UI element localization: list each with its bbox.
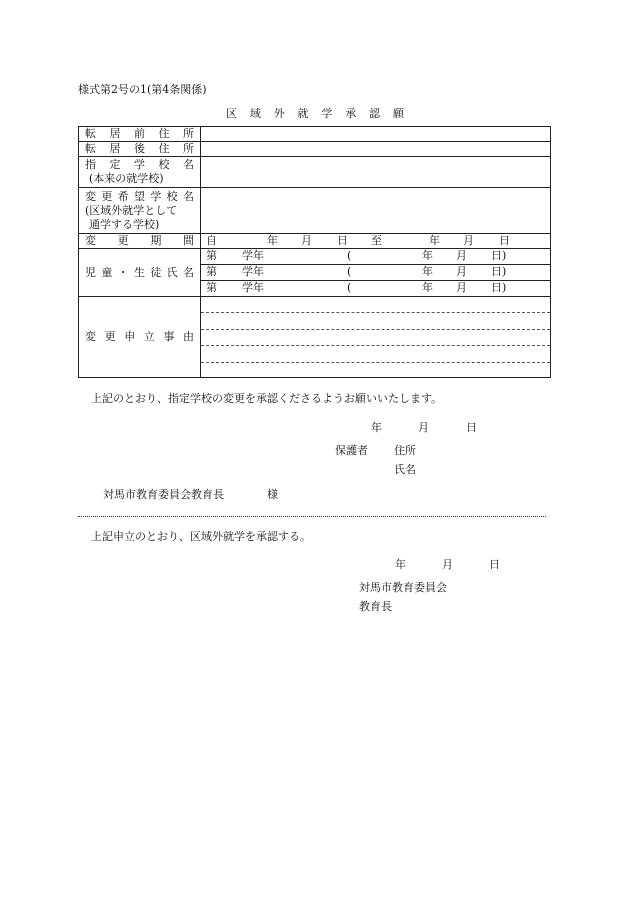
prev-address-label: [79, 127, 201, 142]
reason-label: [79, 297, 201, 378]
form-number: 様式第2号の1(第4条関係): [78, 83, 207, 96]
request-date-year: 年: [371, 421, 382, 434]
student-row-grade: 学年: [242, 265, 264, 278]
label-char: 転: [85, 127, 96, 140]
approval-text: 上記申立のとおり、区域外就学を承認する。: [91, 530, 311, 543]
label-char: 希: [117, 189, 129, 203]
title-char: 就: [297, 107, 309, 120]
designated-school-label: [79, 157, 201, 188]
label-char: 氏: [166, 265, 178, 279]
student-row-year: 年: [422, 249, 433, 262]
student-row-open: (: [347, 265, 352, 278]
label-char: 校: [166, 189, 178, 203]
guardian-address-label: 住所: [394, 444, 416, 457]
label-char: 児: [85, 265, 96, 279]
label-char: 指: [85, 158, 96, 171]
change-period-field[interactable]: [201, 234, 551, 249]
label-char: 後: [134, 142, 145, 155]
guardian-label: 保護者: [335, 444, 368, 457]
request-text: 上記のとおり、指定学校の変更を承認くださるようお願いいたします。: [91, 392, 443, 405]
title-char: 区: [226, 107, 237, 120]
student-row-month: 月: [456, 281, 467, 294]
desired-school-label: [79, 188, 201, 234]
label-char: 定: [109, 158, 121, 171]
period-from-day: 日: [337, 234, 348, 247]
label-char: 更: [104, 330, 116, 343]
reason-field[interactable]: [201, 297, 551, 378]
designated-school-field[interactable]: [201, 157, 551, 188]
title-char: 認: [369, 107, 381, 120]
student-row-dai: 第: [206, 249, 217, 262]
student-name-field[interactable]: [201, 249, 551, 297]
title-char: 域: [249, 107, 261, 120]
new-address-field[interactable]: [201, 142, 551, 157]
label-char: 間: [182, 234, 194, 247]
student-row[interactable]: [201, 265, 550, 281]
student-row-year: 年: [422, 281, 433, 294]
label-char: 住: [158, 127, 170, 140]
label-char: 校: [158, 158, 170, 171]
period-to: 至: [371, 234, 382, 247]
student-row-month: 月: [456, 249, 467, 262]
label-char: 名: [183, 158, 194, 171]
student-row-close: 日): [491, 265, 507, 278]
period-from-year: 年: [267, 234, 278, 247]
request-date-month: 月: [418, 421, 429, 434]
title-char: 外: [273, 107, 285, 120]
student-row[interactable]: [201, 281, 550, 296]
label-char: 変: [85, 330, 96, 343]
separator-line: [78, 516, 546, 517]
label-char: 所: [183, 142, 194, 155]
approval-date-day: 日: [489, 558, 500, 571]
prev-address-field[interactable]: [201, 127, 551, 142]
designated-school-sublabel: (本来の就学校): [89, 172, 164, 185]
honorific: 様: [267, 488, 278, 501]
desired-school-sublabel-1: (区域外就学として: [85, 203, 178, 217]
new-address-label: [79, 142, 201, 157]
label-char: ・: [117, 265, 129, 279]
approver-board: 対馬市教育委員会: [359, 581, 447, 594]
student-row-close: 日): [491, 281, 507, 294]
title-char: 学: [321, 107, 333, 120]
label-char: 期: [150, 234, 162, 247]
student-row-dai: 第: [206, 265, 217, 278]
label-char: 前: [134, 127, 145, 140]
label-char: 名: [182, 265, 194, 279]
period-to-day: 日: [499, 234, 510, 247]
label-char: 学: [134, 158, 145, 171]
desired-school-sublabel-2: 通学する学校): [89, 217, 160, 231]
label-char: 居: [109, 142, 121, 155]
label-char: 童: [101, 265, 113, 279]
request-date-day: 日: [466, 421, 477, 434]
period-to-month: 月: [463, 234, 474, 247]
student-row-open: (: [347, 281, 352, 294]
addressee: 対馬市教育委員会教育長: [103, 488, 224, 501]
label-char: 所: [183, 127, 194, 140]
title-char: 願: [392, 107, 404, 120]
desired-school-field[interactable]: [201, 188, 551, 234]
label-char: 徒: [150, 265, 162, 279]
document-title: [226, 105, 404, 121]
student-name-label: [79, 249, 201, 297]
student-row-close: 日): [491, 249, 507, 262]
label-char: 由: [182, 330, 194, 343]
student-row-grade: 学年: [242, 249, 264, 262]
label-char: 名: [182, 189, 194, 203]
label-char: 望: [133, 189, 145, 203]
guardian-name-label: 氏名: [394, 463, 416, 476]
label-char: 居: [109, 127, 121, 140]
label-char: 転: [85, 142, 96, 155]
label-char: 申: [124, 330, 136, 343]
student-row-open: (: [347, 249, 352, 262]
student-row-month: 月: [456, 265, 467, 278]
approver-title: 教育長: [359, 600, 392, 613]
change-period-label: [79, 234, 201, 249]
period-from-month: 月: [301, 234, 312, 247]
approval-date-month: 月: [442, 558, 453, 571]
label-char: 住: [158, 142, 170, 155]
title-char: 承: [345, 107, 357, 120]
student-row[interactable]: [201, 249, 550, 265]
label-char: 更: [101, 189, 113, 203]
period-to-year: 年: [429, 234, 440, 247]
label-char: 事: [163, 330, 175, 343]
application-form-table: [78, 126, 551, 378]
approval-date-year: 年: [395, 558, 406, 571]
label-char: 変: [85, 189, 96, 203]
label-char: 更: [117, 234, 129, 247]
student-row-grade: 学年: [242, 281, 264, 294]
period-from: 自: [206, 234, 217, 247]
label-char: 学: [150, 189, 162, 203]
student-row-dai: 第: [206, 281, 217, 294]
label-char: 立: [143, 330, 155, 343]
label-char: 生: [133, 265, 145, 279]
label-char: 変: [85, 234, 96, 247]
student-row-year: 年: [422, 265, 433, 278]
